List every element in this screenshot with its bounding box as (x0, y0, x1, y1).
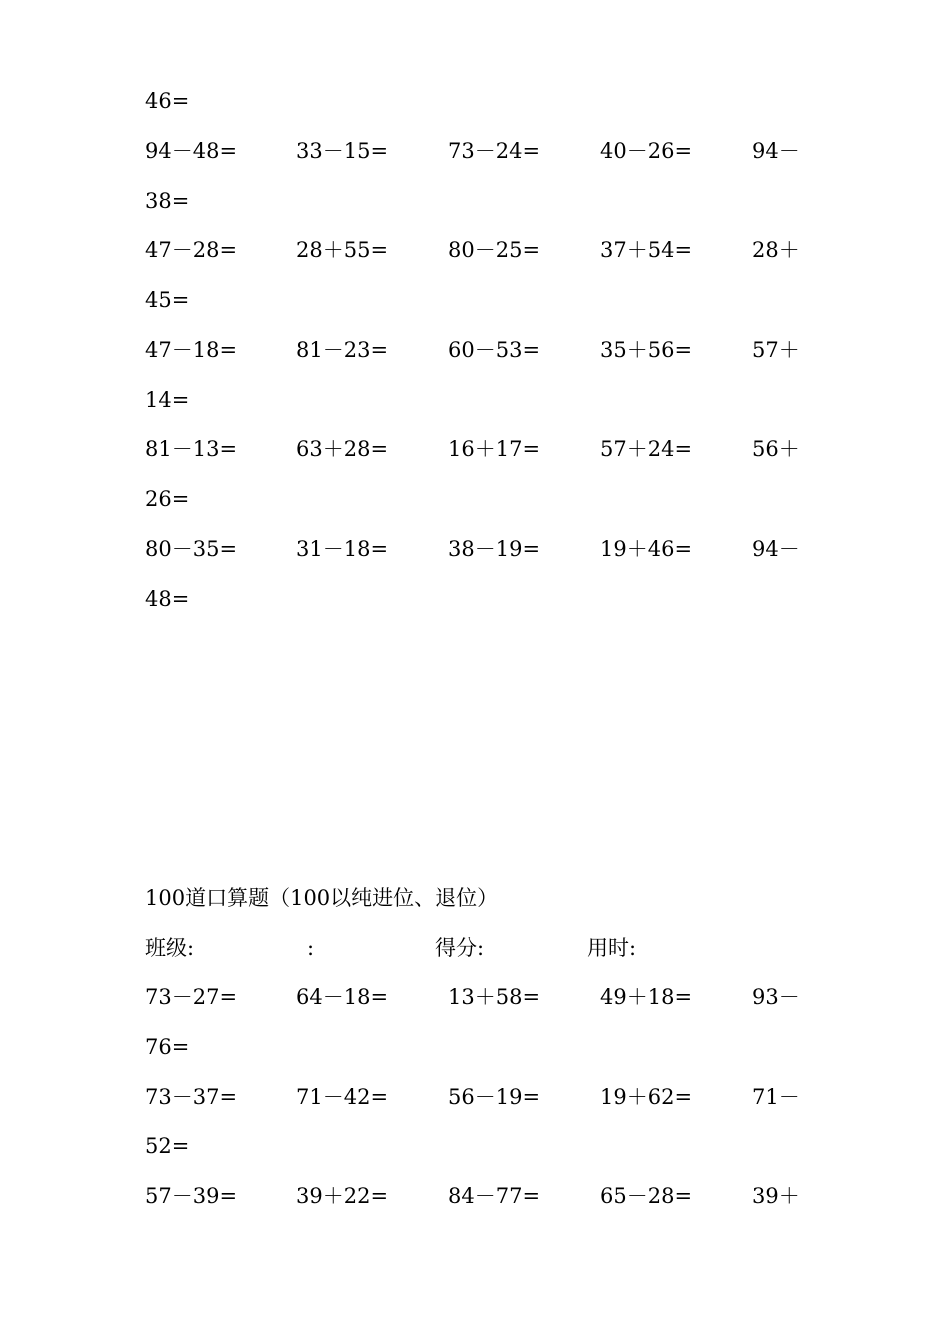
problem: 93－ (752, 985, 800, 1009)
problem: 47－18= (145, 338, 238, 362)
problem: 80－35= (145, 537, 238, 561)
problem: 71－ (752, 1085, 800, 1109)
problem: 37＋54= (600, 238, 693, 262)
problem: 65－28= (600, 1184, 693, 1208)
problem: 94－ (752, 139, 800, 163)
problem: 57＋24= (600, 437, 693, 461)
problem: 28＋55= (296, 238, 389, 262)
problem-continuation: 52= (145, 1134, 190, 1158)
problem: 80－25= (448, 238, 541, 262)
problem: 81－13= (145, 437, 238, 461)
problem: 63＋28= (296, 437, 389, 461)
problem-continuation: 46= (145, 89, 190, 113)
problem: 19＋46= (600, 537, 693, 561)
problem: 73－24= (448, 139, 541, 163)
problem-continuation: 76= (145, 1035, 190, 1059)
class-label: 班级: (145, 936, 195, 960)
problem: 19＋62= (600, 1085, 693, 1109)
time-label: 用时: (587, 936, 637, 960)
problem: 33－15= (296, 139, 389, 163)
problem: 47－28= (145, 238, 238, 262)
worksheet-title: 100道口算题（100以纯进位、退位） (145, 886, 499, 910)
problem-continuation: 14= (145, 388, 190, 412)
problem-continuation: 26= (145, 487, 190, 511)
problem: 73－27= (145, 985, 238, 1009)
problem: 60－53= (448, 338, 541, 362)
problem-continuation: 38= (145, 189, 190, 213)
problem: 73－37= (145, 1085, 238, 1109)
problem: 64－18= (296, 985, 389, 1009)
problem: 57－39= (145, 1184, 238, 1208)
problem: 40－26= (600, 139, 693, 163)
problem: 38－19= (448, 537, 541, 561)
problem: 28＋ (752, 238, 800, 262)
problem-continuation: 48= (145, 587, 190, 611)
problem: 16＋17= (448, 437, 541, 461)
problem: 35＋56= (600, 338, 693, 362)
problem: 57＋ (752, 338, 800, 362)
name-label: : (307, 936, 315, 960)
problem: 39＋ (752, 1184, 800, 1208)
problem: 71－42= (296, 1085, 389, 1109)
problem: 94－48= (145, 139, 238, 163)
problem: 39＋22= (296, 1184, 389, 1208)
score-label: 得分: (435, 936, 485, 960)
problem: 94－ (752, 537, 800, 561)
problem: 13＋58= (448, 985, 541, 1009)
problem: 56＋ (752, 437, 800, 461)
problem: 84－77= (448, 1184, 541, 1208)
problem: 49＋18= (600, 985, 693, 1009)
problem: 81－23= (296, 338, 389, 362)
problem: 56－19= (448, 1085, 541, 1109)
problem: 31－18= (296, 537, 389, 561)
problem-continuation: 45= (145, 288, 190, 312)
